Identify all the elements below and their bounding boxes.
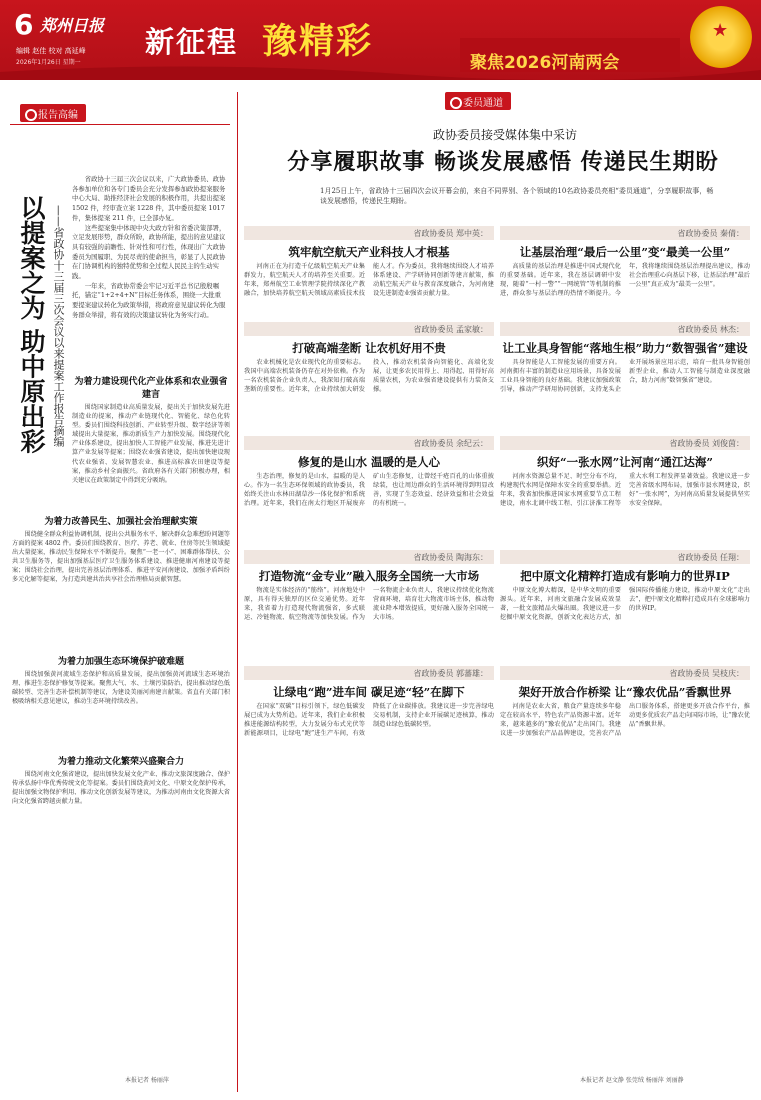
article-tag: 省政协委员 任翔： (500, 550, 750, 564)
article-body: 生态治理，修复的是山水，温暖的是人心。作为一名生态环保领域的政协委员，我始终关注山水林田湖草沙一体化保护和系统治理。近年来，我们在南太行地区开展废弃矿山生态修复，让曾经千疮百孔的山体重披绿装，也让周边群众的生活环境得到明显改善，实现了生态效益、经济效益和社会效益的有机统一。 (244, 473, 494, 508)
article-body: 高质量的基层治理是推进中国式现代化的重要基础。近年来，我在基层调研中发现，随着“一村一警”“一网统管”等机制的推进，群众参与基层治理的热情不断提升。今年，我将继续围绕基层治理提出建议，推动社会治理重心向基层下移，让基层治理“最后一公里”真正成为“最美一公里”。 (500, 263, 750, 298)
article-body: 河南水资源总量不足、时空分布不均，构建现代水网是保障水安全的重要举措。近年来，我省加快推进国家水网重要节点工程建设，南水北调中线工程、引江济淮工程等重大水利工程发挥显著效益。我建议进一步完善省级水网布局，加强市县水网建设，织好“一张水网”，为河南高质量发展提供坚实水安全保障。 (500, 473, 750, 508)
left-body-3: 围绕加强黄河流域生态保护和高质量发展，提出加强黄河流域生态环境治理、推进生态保护修复等提案。聚焦大气、水、土壤污染防治，提出推动绿色低碳转型、完善生态补偿机制等建议，为建设美丽河南建言献策。省直有关部门积极吸纳相关意见建议，推动生态环境持续改善。 (12, 671, 230, 706)
left-intro (72, 175, 227, 321)
main-headline: 分享履职故事 畅谈发展感悟 传递民生期盼 (287, 149, 719, 175)
section-tag-report: 报告高编 (20, 104, 86, 122)
article-tag: 省政协委员 余纪云： (244, 436, 494, 450)
article-body: 中原文化博大精深，是中华文明的重要源头。近年来，河南文旅融合发展成效显著，一批文旅精品火爆出圈。我建议进一步挖掘中原文化资源，创新文化表达方式，加强国际传播能力建设，推动中原文化“走出去”，把中原文化精粹打造成具有全球影响力的世界IP。 (500, 587, 750, 622)
article-tag: 省政协委员 郭蕃雄： (244, 666, 494, 680)
intro-paragraph-2: 这些提案集中体现中央大政方针和省委决策部署，立足发展形势，群众所盼，政协所能，提出的意见建议具有较强的前瞻性、针对性和可行性，体现出广大政协委员为国履职、为民尽责的使命担当，彰显了人民政协在门协调机构的独特优势和全过程人民民主的生动实践。 (72, 223, 226, 281)
article-body: 具身智能是人工智能发展的重要方向。河南拥有丰富的制造业应用场景，具备发展工业具身智能的良好基础。我建议加强政策引导，推动产学研用协同创新，支持龙头企业开展场景应用示范，培育一批具身智能创新型企业，推动人工智能与制造业深度融合，助力河南“数智强省”建设。 (500, 359, 750, 394)
divider (10, 124, 230, 125)
article-title: 织好“一张水网”让河南“通江达海” (537, 455, 713, 469)
newspaper-name: 郑州日报 (40, 16, 105, 35)
article-title: 修复的是山水 温暖的是人心 (297, 455, 440, 469)
left-body-1: 围绕国家制造业高质量发展，提出关于加快发展先进制造业的提案，推动产业链现代化、智能化、绿色化转型。委员们围绕科技创新、产业转型升级、数字经济等领域提出大量提案，推动新质生产力加快发展。围绕现代化产业体系建设，提出加快人工智能产业发展、推进先进计算产业发展等提案；围绕农业强省建设，提出加快建设现代农业强省、发展智慧农业、推进高标准农田建设等提案，推动乡村全面振兴。省政府各有关部门积极办理，相关建议在政策制定中得到充分吸纳。 (72, 404, 230, 484)
article-title: 打造物流“金专业”融入服务全国统一大市场 (258, 569, 480, 583)
article-title: 把中原文化精粹打造成有影响力的世界IP (520, 569, 730, 583)
left-headline: 以提案之为 助中原出彩 (17, 195, 46, 454)
article-tag: 省政协委员 郑中英： (244, 226, 494, 240)
header-title-2: 豫精彩 (262, 21, 374, 62)
article-title: 让绿电“跑”进车间 碳足迹“轻”在脚下 (273, 685, 465, 699)
left-subhead-2: 为着力改善民生、加强社会治理献实策 (44, 517, 198, 527)
kicker: 政协委员接受媒体集中采访 (432, 128, 577, 142)
right-footer: 本报记者 赵文静 张莞绒 杨丽萍 刘丽静 (580, 1077, 684, 1084)
article-tag: 省政协委员 陶海东： (244, 550, 494, 564)
article-tag: 省政协委员 秦倩： (500, 226, 750, 240)
article-body: 物流是实体经济的“筋络”。河南地处中原，具有得天独厚的区位交通优势。近年来，我省着力打造现代物流强省，多式联运、冷链物流、航空物流等加快发展。作为一名物流企业负责人，我建议持续优化物流营商环境，培育壮大物流市场主体，推动物流业降本增效提质，更好融入服务全国统一大市场。 (244, 587, 494, 622)
article-tag: 省政协委员 林杰： (500, 322, 750, 336)
header-title-1: 新征程 (145, 25, 239, 59)
left-subhead-1: 为着力建设现代化产业体系和农业强省建言 (74, 377, 228, 400)
left-body-4: 围绕河南文化强省建设，提出加快发展文化产业、推动文旅深度融合、保护传承弘扬中华优秀传统文化等提案。委员们围绕黄河文化、中原文化保护传承，提出加强文物保护利用、推动文化创新发展等建议，为推动河南由文化资源大省向文化强省跨越贡献力量。 (12, 771, 230, 806)
left-footer: 本报记者 杨丽萍 (125, 1077, 169, 1084)
page-header (0, 0, 761, 80)
article-body: 在国家“双碳”目标引领下，绿色低碳发展已成为大势所趋。近年来，我们企业积极推进能源结构转型，大力发展分布式光伏等新能源项目，让绿电“跑”进生产车间，有效降低了企业碳排放。我建议进一步完善绿电交易机制，支持企业开展碳足迹核算，推动制造业绿色低碳转型。 (244, 703, 494, 738)
article-title: 让基层治理“最后一公里”变“最美一公里” (519, 245, 731, 259)
article-title: 打破高端垄断 让农机好用不贵 (292, 341, 446, 355)
article-title: 筑牢航空航天产业科技人才根基 (288, 245, 450, 259)
article-tag: 省政协委员 孟家敏： (244, 322, 494, 336)
star-icon: ★ (712, 20, 729, 41)
left-body-2: 围绕健全群众利益协调机制，提出公共服务水平、解决群众急难愁盼问题等方面的提案 4802 件。委员们围绕教育、医疗、养老、就业、住房等民生领域提出大量提案，推动民生保障水平不断提升。聚焦“一老一小”、困难群体帮扶、公共卫生服务等，提出加强基层医疗卫生服务体系建设、推进健康河南建设等提案；围绕社会治理，提出完善基层治理体系、推进平安河南建设、加强矛盾纠纷多元化解等提案，为打造共建共治共享社会治理格局贡献智慧。 (12, 531, 230, 584)
article-title: 架好开放合作桥梁 让“豫农优品”香飘世界 (518, 685, 732, 699)
left-subhead-3: 为着力加强生态环境保护破难题 (57, 657, 184, 667)
header-banner-graphic (0, 0, 761, 80)
lede: 1月25日上午，省政协十三届四次会议开幕会前，来自不同界别、各个领域的10名政协委员亮相“委员通道”，分享履职故事，畅谈发展感悟，传递民生期盼。 (320, 187, 714, 205)
page-number: 6 (14, 8, 34, 41)
article-body: 河南是农业大省，粮食产量连续多年稳定在较高水平，特色农产品资源丰富。近年来，越来越多的“豫农优品”走出国门。我建议进一步加强农产品品牌建设，完善农产品出口服务体系，搭建更多开放合作平台，推动更多优质农产品走向国际市场，让“豫农优品”香飘世界。 (500, 703, 750, 738)
article-body: 河南正在为打造千亿级航空航天产业集群发力，航空航天人才的培养至关重要。近年来，郑州航空工业管理学院持续深化产教融合，加快培养航空航天领域高素质技术技能人才。作为委员，我将继续围绕人才培养体系建设、产学研协同创新等建言献策，推动航空航天产业与教育深度融合，为河南建设先进制造业强省贡献力量。 (244, 263, 494, 298)
article-body: 农业机械化是农业现代化的重要标志。我国中高端农机装备仍存在对外依赖。作为一名农机装备企业负责人，我深知打破高端垄断的重要性。近年来，企业持续加大研发投入，推动农机装备向智能化、高端化发展，让更多农民用得上、用得起、用得好高质量农机，为农业强省建设提供有力装备支撑。 (244, 359, 494, 394)
column-divider (237, 92, 238, 1092)
intro-paragraph-3: 一年来，省政协常委会牢记习近平总书记殷殷嘱托，锚定“1+2+4+N”目标任务体系，围绕一大批重要提案建议转化为政策举措，将政府意见建议转化为服务群众举措，将有效的决策建议转化为务实行动。 (72, 281, 226, 319)
section-tag-channel: 委员通道 (445, 92, 511, 110)
editor-line: 编辑 赵佳 校对 高延峰 (16, 47, 86, 55)
article-title: 让工业具身智能“落地生根”助力“数智强省”建设 (502, 341, 748, 355)
header-banner-text: 聚焦2026河南两会 (470, 53, 620, 73)
left-subhead-4: 为着力推动文化繁荣兴盛聚合力 (57, 757, 184, 767)
article-tag: 省政协委员 吴枝庆： (500, 666, 750, 680)
left-subheadline: ——省政协十三届三次会议以来提案工作报告摘编 (52, 205, 65, 447)
intro-paragraph-1: 省政协十三届三次会议以来，广大政协委员、政协各参加单位和各专门委员会充分发挥参加政协提案服务中心大局、助推经济社会发展的积极作用，共提出提案 1502 件，经审查立案 1228 件，其中委员提案 1017 件，集体提案 211 件，已全部办复。 (72, 175, 226, 222)
article-tag: 省政协委员 刘俊茵： (500, 436, 750, 450)
left-body (12, 370, 230, 485)
date-line: 2026年1月26日 星期一 (16, 59, 81, 66)
